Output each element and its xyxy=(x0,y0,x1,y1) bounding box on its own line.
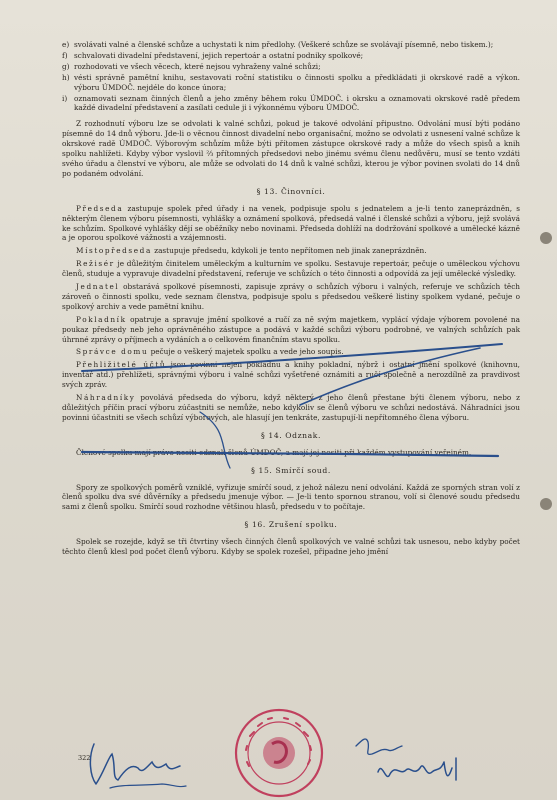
list-item: g) rozhodovati ve všech věcech, které nejsou vyhraženy valné schůzi; xyxy=(62,61,321,71)
list-item: h) vésti správně pamětní knihu, sestavovati roční statistiku o činnosti spolku a předkládati ji okrskové radě a výkon. výboru ÚMDOČ. nejdéle do konce února; xyxy=(62,72,520,92)
section-paragraph: Přehližitelé účtů jsou povinni nejen pokladnu a knihy pokladní, nýbrž i ostatní jmění spolkové (knihovnu, inventář atd.) přehlížeti, správnými výboru i valné schůzi vyšetřené oznámiti a ručí společně a nerozdílně za pravdivost svých zpráv. xyxy=(62,360,520,390)
signatures-right xyxy=(348,732,468,792)
section-paragraph: Náhradníky povolává předseda do výboru, když některý z jeho členů přestane býti členem výboru, nebo z důležitých příčin prací výboru zúčastniti se nemůže, nebo kdykoliv se členů výboru ve schůzi nedostává. Náhradníci jsou povinni účastniti se všech schůzí výborových, ale hlasují jen tenkráte, zastupují-li nepřítomného člena výboru. xyxy=(62,393,520,422)
section-paragraph: Spory ze spolkových poměrů vzniklé, vyřizuje smírčí soud, z jehož nálezu není odvolání. Každá ze sporných stran volí z členů spolku dva své důvěrníky a předsedu jmenuje výbor. — Je-li tento spornou stranou, volí si členové soudu předsedu sami z členů spolku. Smírčí soud rozhodne většinou hlasů, předsedu v to počítaje. xyxy=(62,482,520,512)
section-paragraph: Správce domu pečuje o veškerý majetek spolku a vede jeho soupis. xyxy=(76,347,344,357)
section-paragraph: Jednatel obstarává spolkové písemnosti, zapisuje zprávy o schůzích výboru i valných, referuje ve schůzích těch zároveň o činnosti spolku, vede seznam členstva, podpisuje spolu s předsedou veškeré listiny spolkem vydané, pečuje o spolkový archiv a vede pamětní knihu. xyxy=(62,282,520,311)
list-item: e) svolávati valné a členské schůze a uchystati k nim předlohy. (Veškeré schůze se svolávají písemně, nebo tiskem.); xyxy=(62,40,494,49)
punch-hole xyxy=(540,232,552,244)
punch-hole xyxy=(540,498,552,510)
section-paragraph: Místopředseda zastupuje předsedu, kdykoli je tento nepřítomen neb jinak zaneprázdněn. xyxy=(76,246,427,256)
section-14-heading: § 14. Odznak. xyxy=(260,430,322,440)
section-13-heading: § 13. Činovníci. xyxy=(256,186,326,196)
signature-predseda xyxy=(82,738,192,794)
appeal-paragraph: Z rozhodnutí výboru lze se odvolati k valné schůzi, pokud je takové odvolání připustno. Odvolání musí býti podáno písemně do 14 dnů výboru. Jde-li o věcnou činnost divadelní nebo organisační, možno se odvolati z usnesení valné schůze k okrskové radě ÚMDOČ. Výborovým schůzím může býti přítomen zástupce okrskové rady a může do všech spisů a knih spolku nahlížeti. Kdyby výbor vyslovil ⅔ přítomných předsedovi nebo jinému svému členu nedůvěru, musí se tento vzdáti svého úřadu a členství ve výboru, ale může se odvolati do 14 dnů k valné schůzi, kterou je výbor povinen svolati do 14 dnů po podaném odvolání. xyxy=(62,119,520,178)
round-stamp xyxy=(232,706,326,800)
section-paragraph: Režisér je důležitým činitelem uměleckým a kulturním ve spolku. Sestavuje repertoár, pečuje o uměleckou výchovu členů, studuje a vypravuje divadelní představení, referuje ve schůzích o této činnosti a odpovídá za její umělecké výsledky. xyxy=(62,259,520,279)
section-paragraph: Spolek se rozejde, když se tři čtvrtiny všech činných členů spolkových ve valné schůzi tak usnesou, nebo kdyby počet těchto členů klesl pod počet členů výboru. Kdyby se spolek rozešel, připadne jeho jmění xyxy=(62,537,520,557)
document-body xyxy=(62,40,520,560)
section-paragraph: Předseda zastupuje spolek před úřady i na venek, podpisuje spolu s jednatelem a je-li tento zaneprázdněn, s některým členem výboru písemnosti, vyhlášky a oznámení spolková, předsedá valné i členské schůzi a výboru, jejž svolává ke schůzím. Spolkové vyhlášky dějí se oběžníky nebo novinami. Předseda dohlíží na dodržování spolkové a umělecké kázně a je oporou spolkové vážnosti a vzájemnosti. xyxy=(62,203,520,243)
page-number: 322 xyxy=(78,754,91,762)
section-16-heading: § 16. Zrušení spolku. xyxy=(244,520,338,530)
list-item: i) oznamovati seznam činných členů a jeho změny během roku ÚMDOČ. i okrsku a oznamovati okrskové radě předem každé divadelní představení a zasílati cedule ji i výkonnému výboru ÚMDOČ. xyxy=(62,93,520,113)
section-15-heading: § 15. Smírčí soud. xyxy=(251,465,331,475)
section-paragraph: Pokladník opatruje a spravuje jmění spolkové a ručí za ně svým majetkem, vyplácí výdaje výborem povolené na poukaz předsedy neb jeho oprávněného zástupce a podává v každé schůzi výboru podrobné, ve valných schůzích pak úhrnné zprávy o příjmech a vydáních a o celkovém finančním stavu spolku. xyxy=(62,314,520,344)
section-paragraph: Členové spolku mají právo nositi odznak členů ÚMDOČ, a mají jej nositi při každém vystupování veřejném. xyxy=(76,447,472,457)
list-item: f) schvalovati divadelní představení, jejich repertoár a ostatní podniky spolkové; xyxy=(62,50,364,60)
duties-list xyxy=(62,40,520,113)
